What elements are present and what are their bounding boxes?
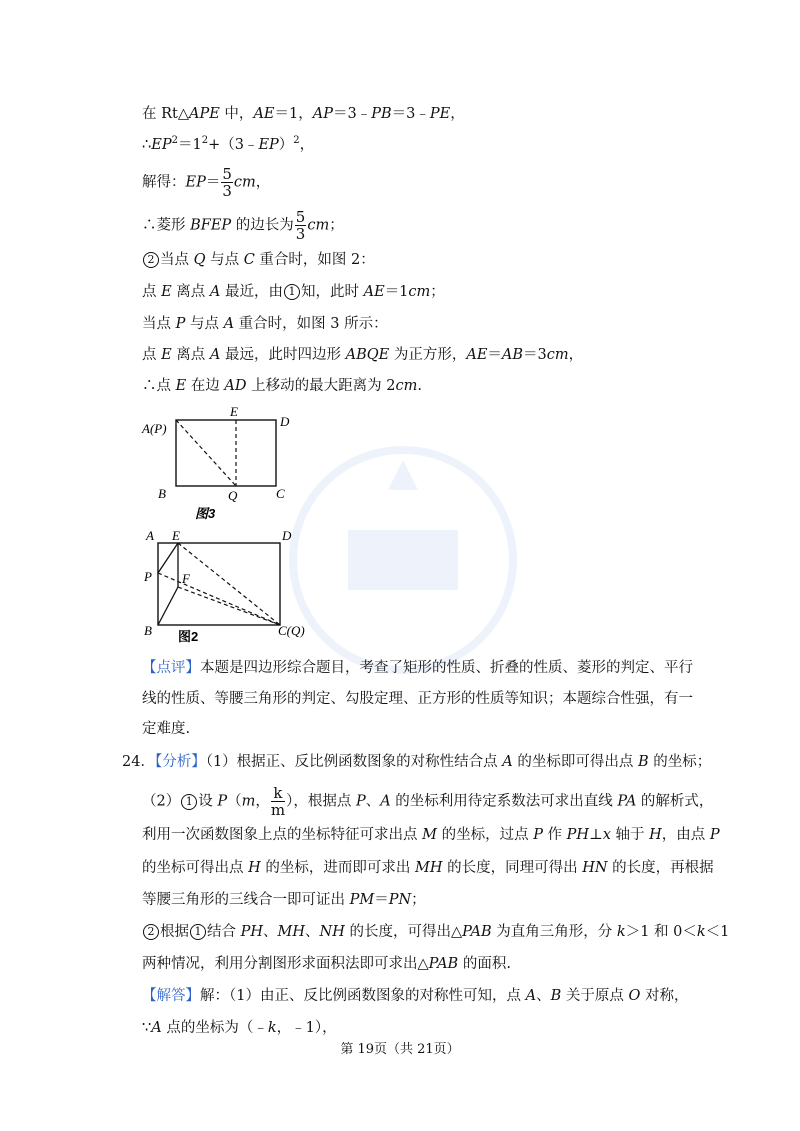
text-line: [142, 250, 375, 270]
text-run: C: [243, 252, 255, 268]
text-line: [142, 890, 426, 910]
text-run: 线的性质、等腰三角形的判定、勾股定理、正方形的性质等知识；本题综合性强，有一: [142, 691, 693, 707]
text-run: 为正方形，: [389, 347, 467, 363]
text-run: EP: [151, 137, 172, 153]
text-run: 设: [198, 793, 218, 810]
text-run: ；: [411, 892, 426, 908]
label-A: A(P): [142, 421, 167, 436]
text-run: AE: [363, 284, 385, 300]
text-run: 、: [305, 924, 320, 940]
superscript: 2: [293, 135, 300, 146]
text-run: 、: [365, 793, 381, 810]
label-C: C(Q): [278, 623, 305, 638]
text-run: m: [241, 793, 256, 810]
text-run: ）: [278, 137, 294, 153]
text-run: PA: [617, 793, 637, 810]
text-run: PAB: [462, 924, 492, 940]
page-footer: 第 19页（共 21页）: [340, 1042, 460, 1057]
text-run: 的面积.: [458, 956, 511, 972]
text-run: PN: [388, 892, 412, 908]
text-run: PE: [429, 106, 451, 122]
text-line: [122, 752, 711, 772]
label-P: P: [144, 569, 152, 584]
text-line: [142, 345, 583, 365]
circled-number: 1: [181, 794, 197, 810]
text-run: A: [209, 347, 221, 363]
text-run: ，: [299, 137, 315, 153]
text-run: AB: [501, 347, 524, 363]
text-line: [142, 689, 693, 709]
text-line: [142, 166, 270, 199]
text-run: ∵: [142, 1020, 152, 1036]
text-run: 根据: [160, 924, 189, 940]
text-run: 重合时，如图 3 所示：: [234, 316, 388, 332]
text-run: PM: [349, 892, 375, 908]
text-run: AE: [466, 347, 488, 363]
text-run: ＝3: [523, 347, 547, 363]
text-run: 等腰三角形的三线合一即可证出: [142, 892, 350, 908]
text-run: 关于原点: [561, 988, 629, 1004]
text-run: PAB: [428, 956, 459, 972]
text-run: 本题是四边形综合题目，考查了矩形的性质、折叠的性质、菱形的判定、平行: [200, 660, 693, 676]
text-run: ，: [568, 347, 584, 363]
text-run: 定难度.: [142, 721, 191, 737]
text-line: [142, 104, 465, 124]
text-run: PH: [566, 827, 590, 843]
superscript: 2: [171, 135, 178, 146]
text-run: .: [417, 378, 422, 394]
text-run: ∴点: [142, 378, 176, 394]
fraction: $\frac{5}{3}$: [295, 208, 306, 243]
text-run: k: [616, 924, 626, 940]
text-run: 结合: [207, 924, 241, 940]
text-line: [142, 376, 422, 396]
text-run: A: [209, 284, 221, 300]
circled-number: 2: [143, 252, 159, 268]
text-run: 当点: [160, 252, 194, 268]
text-run: k: [267, 1020, 277, 1036]
text-run: 上移动的最大距离为 2: [246, 378, 396, 394]
text-run: 的长度，再根据: [607, 860, 714, 876]
text-run: cm: [408, 284, 431, 300]
text-run: ，﹣1），: [276, 1020, 337, 1036]
text-run: 的坐标即可得出点: [512, 754, 638, 770]
circled-number: 1: [190, 924, 206, 940]
text-run: E: [175, 378, 187, 394]
text-run: x: [602, 827, 611, 843]
text-run: 在边: [186, 378, 225, 394]
text-run: A: [223, 316, 235, 332]
text-run: k: [696, 924, 706, 940]
text-line: [142, 314, 388, 334]
text-run: AD: [224, 378, 247, 394]
figure-caption: 图2: [178, 629, 199, 644]
text-line: [142, 1018, 337, 1038]
text-run: 解得：: [142, 174, 186, 191]
text-run: A: [525, 988, 537, 1004]
text-run: 的解析式，: [636, 793, 714, 810]
text-run: 最远，此时四边形: [220, 347, 346, 363]
text-run: 知，此时: [301, 284, 364, 300]
text-run: E: [161, 284, 172, 300]
text-run: （2）: [142, 793, 181, 810]
section-tag: 【分析】: [154, 754, 206, 770]
text-run: 解：（1）由正、反比例函数图象的对称性可知，点: [200, 988, 526, 1004]
label-E: E: [230, 404, 238, 419]
text-run: 轴于: [610, 827, 650, 843]
text-run: MH: [277, 924, 306, 940]
text-run: 点: [142, 347, 162, 363]
text-run: 为直角三角形，分: [491, 924, 617, 940]
text-line: [142, 209, 344, 242]
fraction: $\frac{k}{m}$: [270, 784, 286, 819]
text-run: ＝3﹣: [332, 106, 372, 122]
text-run: 的坐标；: [648, 754, 712, 770]
text-run: 的坐标，进而即可求出: [260, 860, 415, 876]
text-run: 的坐标可得出点: [142, 860, 249, 876]
text-run: ＝1: [177, 137, 202, 153]
text-line: [142, 986, 688, 1006]
text-run: 作: [542, 827, 567, 843]
text-run: E: [161, 347, 172, 363]
text-run: BFEP: [190, 217, 232, 234]
text-line: [142, 785, 713, 818]
text-run: H: [649, 827, 662, 843]
text-run: ，: [255, 793, 270, 810]
text-run: NH: [319, 924, 345, 940]
text-run: 点的坐标为（﹣: [161, 1020, 268, 1036]
text-run: 、: [536, 988, 551, 1004]
text-run: 的长度，可得出△: [344, 924, 463, 940]
text-run: 与点: [185, 316, 224, 332]
section-tag: 【解答】: [142, 988, 200, 1004]
text-line: [142, 135, 314, 155]
label-B: B: [158, 486, 166, 501]
label-D: D: [282, 528, 292, 543]
text-run: （: [227, 793, 242, 810]
label-Q: Q: [228, 488, 238, 503]
text-run: P: [355, 793, 366, 810]
text-run: O: [628, 988, 641, 1004]
text-run: cm: [395, 378, 418, 394]
text-run: ∴: [142, 137, 152, 153]
fraction: $\frac{5}{3}$: [222, 165, 232, 200]
text-run: P: [217, 793, 228, 810]
circled-number: 1: [284, 284, 300, 300]
text-run: ，: [450, 106, 465, 122]
text-run: ＝1，: [274, 106, 313, 122]
text-run: APE: [189, 106, 220, 122]
text-run: 的坐标利用待定系数法可求出直线: [390, 793, 618, 810]
text-run: MH: [414, 860, 443, 876]
text-line: [142, 858, 714, 878]
text-run: M: [422, 827, 437, 843]
text-run: ＝: [374, 892, 389, 908]
text-run: 当点: [142, 316, 176, 332]
text-run: 的边长为: [231, 217, 294, 234]
text-run: PH: [240, 924, 264, 940]
text-run: 24．: [122, 754, 155, 770]
label-F: F: [182, 571, 190, 586]
text-run: A: [380, 793, 391, 810]
text-line: [142, 954, 511, 974]
text-run: ），根据点: [286, 793, 356, 810]
text-run: cm: [546, 347, 569, 363]
superscript: 2: [201, 135, 209, 146]
text-run: A: [502, 754, 513, 770]
text-run: ∴菱形: [142, 217, 191, 234]
text-run: +（3﹣: [208, 137, 259, 153]
text-run: ＝1: [384, 284, 409, 300]
text-run: 离点: [171, 347, 210, 363]
label-A: A: [146, 528, 154, 543]
text-run: 对称，: [640, 988, 689, 1004]
text-run: 点: [142, 284, 162, 300]
text-run: 最近，由: [220, 284, 284, 300]
figure-3: [140, 404, 310, 524]
text-run: 在 Rt△: [142, 106, 190, 122]
text-run: 与点: [205, 252, 244, 268]
text-line: [142, 825, 720, 845]
text-run: EP: [185, 174, 206, 191]
text-run: EP: [258, 137, 279, 153]
text-run: ⊥: [589, 827, 603, 843]
label-C: C: [276, 486, 285, 501]
text-run: cm: [233, 174, 256, 191]
text-run: A: [151, 1020, 162, 1036]
text-run: ＝3﹣: [391, 106, 430, 122]
text-run: ＜1: [705, 924, 730, 940]
text-run: ；: [430, 284, 445, 300]
text-run: PB: [371, 106, 392, 122]
section-tag: 【点评】: [142, 660, 200, 676]
text-run: 、: [263, 924, 278, 940]
text-run: B: [550, 988, 562, 1004]
text-run: HN: [582, 860, 608, 876]
figure-caption: 图3: [195, 506, 216, 521]
text-run: cm: [307, 217, 330, 234]
text-run: ABQE: [345, 347, 390, 363]
text-run: 离点: [171, 284, 210, 300]
text-run: P: [533, 827, 543, 843]
text-line: [142, 282, 445, 302]
text-run: ＞1 和 0＜: [625, 924, 697, 940]
figure-2: [140, 525, 310, 645]
text-run: （1）根据正、反比例函数图象的对称性结合点: [205, 754, 503, 770]
label-E: E: [172, 528, 180, 543]
text-run: Q: [193, 252, 206, 268]
text-run: ＝: [205, 174, 221, 191]
label-B: B: [144, 623, 152, 638]
text-run: P: [175, 316, 186, 332]
text-run: ，: [255, 174, 271, 191]
label-D: D: [280, 414, 290, 429]
text-run: 的长度，同理可得出: [442, 860, 583, 876]
circled-number: 2: [143, 924, 159, 940]
text-run: 重合时，如图 2：: [254, 252, 375, 268]
text-run: ，由点: [661, 827, 710, 843]
text-run: ；: [329, 217, 344, 234]
text-line: [142, 719, 190, 739]
text-run: ＝: [487, 347, 502, 363]
text-run: P: [709, 827, 720, 843]
text-line: [142, 922, 729, 942]
text-run: 利用一次函数图象上点的坐标特征可求出点: [142, 827, 423, 843]
text-run: H: [248, 860, 261, 876]
text-run: B: [638, 754, 649, 770]
watermark-emblem: [278, 440, 528, 680]
text-run: 两种情况，利用分割图形求面积法即可求出△: [142, 956, 429, 972]
text-run: 中，: [219, 106, 254, 122]
text-run: 的坐标，过点: [436, 827, 534, 843]
text-run: AP: [312, 106, 333, 122]
text-run: AE: [253, 106, 275, 122]
text-line: [142, 658, 693, 678]
